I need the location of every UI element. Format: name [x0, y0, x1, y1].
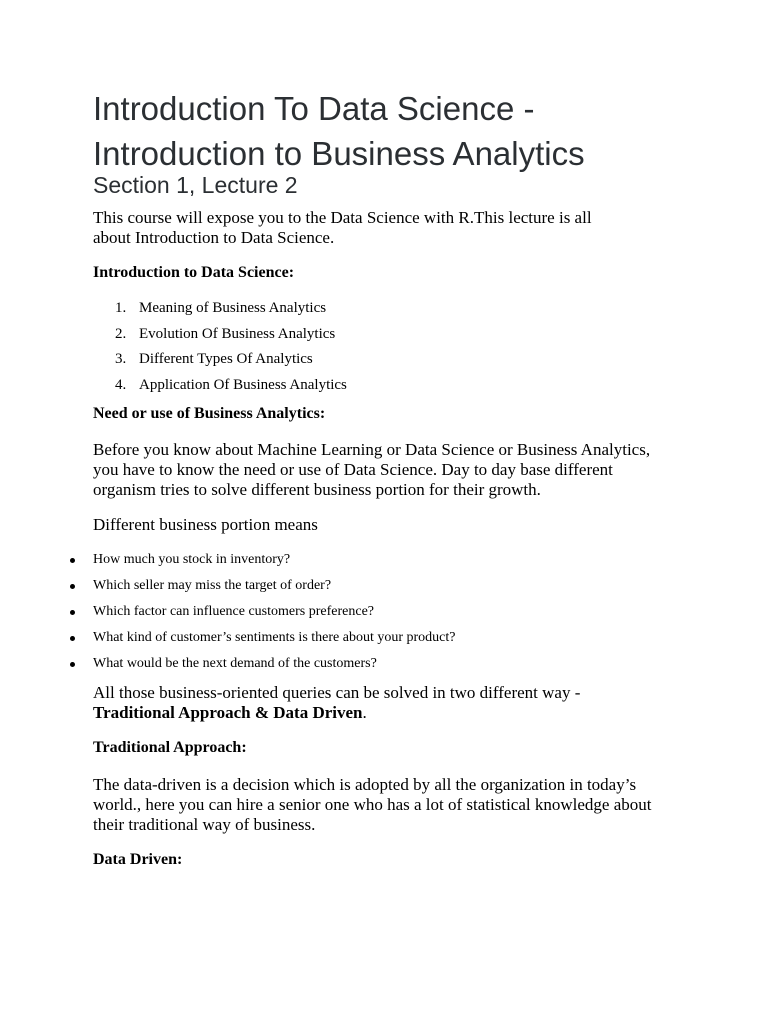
- list-item: [0, 576, 768, 602]
- heading-traditional-approach: Traditional Approach:: [93, 739, 247, 756]
- list-item: [0, 550, 768, 576]
- need-line-3: organism tries to solve different business portion for their growth.: [93, 480, 541, 499]
- list-item-number: 2.: [115, 325, 127, 342]
- questions-list: [0, 550, 768, 680]
- traditional-line-3: their traditional way of business.: [93, 815, 316, 834]
- list-item-text: Different Types Of Analytics: [139, 351, 313, 368]
- list-item: [0, 349, 768, 375]
- list-item: [0, 375, 768, 401]
- list-item-text: How much you stock in inventory?: [93, 552, 291, 567]
- intro-line-1: This course will expose you to the Data Science with R.This lecture is all: [93, 208, 592, 227]
- list-item-number: 1.: [115, 300, 127, 316]
- bullet-icon: [70, 662, 75, 667]
- list-item-number: 4.: [115, 376, 127, 393]
- portion-intro: Different business portion means: [93, 515, 318, 534]
- list-item: [0, 654, 768, 680]
- need-line-1: Before you know about Machine Learning or Data Science or Business Analytics,: [93, 440, 651, 459]
- bullet-icon: [70, 584, 75, 589]
- solved-bold-text: Traditional Approach & Data Driven: [93, 703, 363, 722]
- traditional-line-1: The data-driven is a decision which is adopted by all the organization in today’s: [93, 775, 637, 794]
- list-item-text: Which seller may miss the target of order?: [93, 578, 332, 593]
- heading-data-driven: Data Driven:: [93, 851, 183, 868]
- traditional-paragraph: [93, 775, 651, 835]
- list-item-text: What would be the next demand of the customers?: [93, 656, 377, 671]
- traditional-line-2: world., here you can hire a senior one who has a lot of statistical knowledge about: [93, 795, 652, 814]
- bullet-icon: [70, 636, 75, 641]
- list-item: [0, 298, 768, 324]
- list-item: [0, 628, 768, 654]
- heading-intro-to-data-science: Introduction to Data Science:: [93, 264, 295, 281]
- bullet-icon: [70, 558, 75, 563]
- bullet-icon: [70, 610, 75, 615]
- need-paragraph: [93, 440, 650, 500]
- page-title: [93, 86, 733, 176]
- list-item: [0, 324, 768, 350]
- solved-line-1: All those business-oriented queries can be solved in two different way -: [93, 683, 581, 702]
- heading-need-or-use: Need or use of Business Analytics:: [93, 405, 326, 422]
- title-line-2: Introduction to Business Analytics: [93, 135, 585, 172]
- topics-list: [0, 298, 768, 400]
- list-item-text: What kind of customer’s sentiments is there about your product?: [93, 630, 456, 645]
- list-item: [0, 602, 768, 628]
- need-line-2: you have to know the need or use of Data Science. Day to day base different: [93, 460, 613, 479]
- list-item-text: Which factor can influence customers preference?: [93, 604, 375, 619]
- list-item-text: Meaning of Business Analytics: [139, 300, 327, 316]
- intro-line-2: about Introduction to Data Science.: [93, 228, 335, 247]
- intro-paragraph: [93, 208, 592, 248]
- list-item-text: Application Of Business Analytics: [139, 376, 347, 393]
- list-item-text: Evolution Of Business Analytics: [139, 325, 336, 342]
- solved-period: .: [362, 703, 367, 722]
- solved-paragraph: [93, 683, 580, 723]
- title-line-1: Introduction To Data Science -: [93, 90, 535, 127]
- section-subtitle: Section 1, Lecture 2: [93, 172, 298, 198]
- list-item-number: 3.: [115, 351, 127, 368]
